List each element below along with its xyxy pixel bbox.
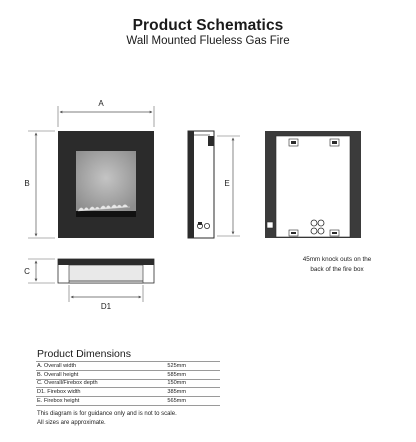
front-fuel-bed <box>76 211 136 217</box>
dimension-value: 385mm <box>125 388 220 397</box>
dimension-value: 150mm <box>125 379 220 388</box>
knockout-note-line-1: 45mm knock outs on the <box>302 256 372 263</box>
disclaimer-line-1: This diagram is for guidance only and is not to scale. <box>37 411 177 417</box>
dimension-c <box>24 259 55 283</box>
dimension-e <box>217 136 240 236</box>
dimension-label: E. Firebox height <box>36 397 125 406</box>
label-b: B <box>24 179 30 188</box>
dimension-value: 525mm <box>125 362 220 371</box>
knockout-note <box>282 255 392 275</box>
rear-panel-inner <box>276 136 350 237</box>
disclaimer <box>37 410 177 428</box>
dimension-b <box>24 131 55 238</box>
table-row <box>36 397 220 406</box>
side-view-front-face <box>188 131 194 238</box>
dimension-value: 565mm <box>125 397 220 406</box>
table-row <box>36 362 220 371</box>
front-view <box>58 131 154 238</box>
dimension-label: B. Overall height <box>36 370 125 379</box>
disclaimer-line-2: All sizes are approximate. <box>37 420 106 426</box>
label-a: A <box>98 99 104 108</box>
dimension-value: 585mm <box>125 370 220 379</box>
dimension-label: A. Overall width <box>36 362 125 371</box>
dimension-a <box>58 99 154 127</box>
dimensions-table <box>36 361 220 406</box>
front-glass <box>76 151 136 211</box>
dimension-d1 <box>69 285 143 311</box>
dimension-label: C. Overall/Firebox depth <box>36 379 125 388</box>
knockout-note-line-2: back of the fire box <box>310 266 364 273</box>
dimensions-heading: Product Dimensions <box>37 348 131 360</box>
rear-view <box>265 131 361 238</box>
label-c: C <box>24 267 30 276</box>
table-row <box>36 388 220 397</box>
side-view-bracket-top <box>208 136 214 146</box>
label-e: E <box>224 179 230 188</box>
top-view-face <box>58 259 154 265</box>
top-view-firebox <box>69 265 143 283</box>
label-d1: D1 <box>100 302 112 311</box>
table-row <box>36 379 220 388</box>
side-view <box>188 131 214 238</box>
table-row <box>36 370 220 379</box>
top-view <box>58 259 154 283</box>
dimension-label: D1. Firebox width <box>36 388 125 397</box>
page-title: Product Schematics <box>132 17 284 34</box>
page-subtitle: Wall Mounted Flueless Gas Fire <box>126 35 290 47</box>
